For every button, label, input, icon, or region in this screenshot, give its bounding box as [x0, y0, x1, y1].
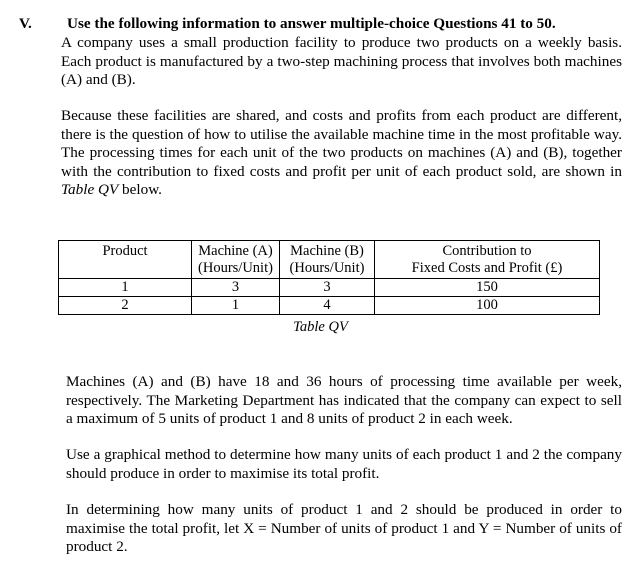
table-header-row [59, 241, 600, 279]
paragraph-intro: A company uses a small production facility to produce two products on a weekly basis. Each product is manufactured by a two-step machining process that involves both machines (A) and (B). [61, 34, 622, 89]
cell-machine-b: 3 [280, 279, 375, 297]
table-caption: Table QV [293, 319, 348, 335]
paragraph-graphical-method: Use a graphical method to determine how many units of each product 1 and 2 the company should produce in order to maximise its total profit. [66, 446, 622, 482]
cell-product: 1 [59, 279, 192, 297]
table-row [59, 297, 600, 315]
paragraph-shared-facilities [61, 107, 622, 200]
cell-machine-a: 3 [192, 279, 280, 297]
cell-product: 2 [59, 297, 192, 315]
cell-machine-a: 1 [192, 297, 280, 315]
processing-times-table [58, 240, 600, 315]
header-machine-b [280, 241, 375, 279]
header-machine-b-line2: (Hours/Unit) [289, 260, 365, 276]
paragraph-variable-definitions: In determining how many units of product 1 and 2 should be produced in order to maximise the total profit, let X = Number of units of product 1 and Y = Number of units of product 2. [66, 501, 622, 556]
paragraph-machine-hours: Machines (A) and (B) have 18 and 36 hours of processing time available per week, respectively. The Marketing Department has indicated that the company can expect to sell a maximum of 5 units of product 1 and 8 units of product 2 in each week. [66, 373, 622, 428]
header-contribution-line1: Contribution to [442, 243, 532, 259]
header-machine-b-line1: Machine (B) [290, 243, 364, 259]
header-machine-a [192, 241, 280, 279]
cell-machine-b: 4 [280, 297, 375, 315]
header-contribution [375, 241, 600, 279]
paragraph-text-end: below. [118, 181, 162, 199]
table-row [59, 279, 600, 297]
header-machine-a-line2: (Hours/Unit) [198, 260, 273, 276]
header-machine-a-line1: Machine (A) [198, 243, 273, 259]
cell-contribution: 100 [375, 297, 600, 315]
cell-contribution: 150 [375, 279, 600, 297]
section-number: V. [19, 15, 32, 32]
section-heading: Use the following information to answer multiple-choice Questions 41 to 50. [67, 15, 556, 32]
paragraph-text: Because these facilities are shared, and costs and profits from each product are different, there is the question of how to utilise the available machine time in the most profitable way. The processing times for each unit of the two products on machines (A) and (B), together with the contribution to fixed costs and profit per unit of each product sold, are shown in [61, 107, 622, 180]
header-contribution-line2: Fixed Costs and Profit (£) [411, 260, 563, 276]
header-product: Product [59, 241, 192, 279]
table-reference: Table QV [61, 181, 119, 199]
